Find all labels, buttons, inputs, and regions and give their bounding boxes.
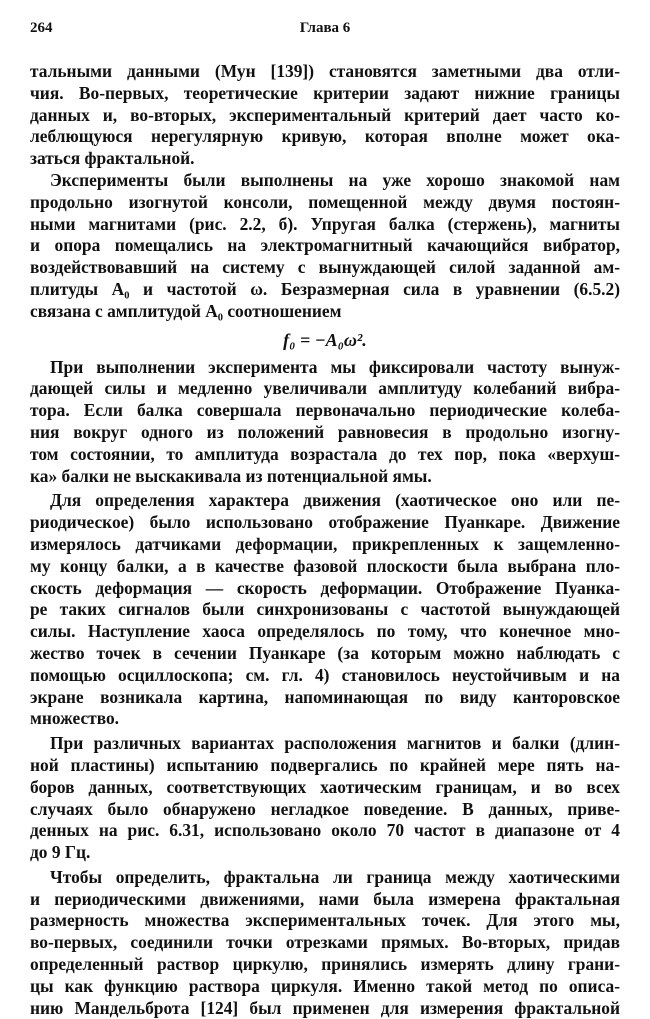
text-line: Эксперименты были выполнены на уже хорошо знакомой нам: [50, 169, 620, 190]
page-header: [30, 20, 620, 44]
text-line: тора. Если балка совершала первоначально периодические колеба-: [30, 400, 620, 421]
text-line: цы как функцию раствора циркуля. Именно такой метод по описа-: [30, 975, 620, 996]
text-line: измерялось датчиками деформации, прикрепленных к защемленно-: [30, 533, 620, 554]
text-line: множество.: [30, 708, 120, 729]
body-text: [30, 61, 620, 1019]
paragraph: [30, 61, 620, 170]
text-line: денных на рис. 6.31, использовано около 70 частот в диапазоне от 4: [30, 820, 620, 841]
text-line: При выполнении эксперимента мы фиксировали частоту вынуж-: [50, 356, 620, 377]
text-line: размерность множества экспериментальных точек. Для этого мы,: [30, 910, 620, 931]
text-line: до 9 Гц.: [30, 842, 91, 863]
paragraph: [30, 733, 620, 864]
text-line: ными магнитами (рис. 2.2, б). Упругая балка (стержень), магниты: [30, 213, 620, 234]
text-line: связана с амплитудой A₀ соотношением: [30, 300, 342, 321]
text-line: При различных вариантах расположения магнитов и балки (длин-: [50, 733, 620, 754]
paragraph: [30, 357, 620, 488]
text-line: скость деформация — скорость деформации. Отображение Пуанка-: [30, 577, 620, 598]
equation: f₀ = −A₀ω².: [283, 329, 367, 350]
paragraph: [30, 170, 620, 357]
text-line: случаях было обнаружено негладкое поведение. В данных, приве-: [30, 798, 620, 819]
text-line: данных и, во-вторых, экспериментальный критерий дает часто ко-: [30, 104, 620, 125]
text-line: ре таких сигналов были синхронизованы с частотой вынуждающей: [30, 599, 620, 620]
paragraph: [30, 490, 620, 730]
page-number: 264: [30, 20, 53, 36]
text-line: нию Мандельброта [124] был применен для измерения фрактальной: [30, 997, 620, 1018]
text-line: ка» балки не выскакивала из потенциальной ямы.: [30, 465, 432, 486]
text-line: риодическое) было использовано отображение Пуанкаре. Движение: [30, 512, 620, 533]
text-line: леблющуюся нерегулярную кривую, которая вполне может ока-: [30, 126, 620, 147]
text-line: чия. Во-первых, теоретические критерии задают нижние границы: [30, 82, 620, 103]
text-line: боров данных, соответствующих хаотическим границам, и во всех: [30, 776, 620, 797]
text-line: силы. Наступление хаоса определялось по тому, что конечное мно-: [30, 621, 620, 642]
text-line: дающей силы и медленно увеличивали амплитуду колебаний вибра-: [30, 378, 620, 399]
text-line: Чтобы определить, фрактальна ли граница между хаотическими: [50, 866, 620, 887]
text-line: воздействовавший на систему с вынуждающей силой заданной ам-: [30, 257, 620, 278]
text-line: продольно изогнутой консоли, помещенной между двумя постоян-: [30, 191, 620, 212]
text-line: тальными данными (Мун [139]) становятся заметными два отли-: [30, 61, 620, 81]
text-line: заться фрактальной.: [30, 148, 195, 169]
text-line: экране возникала картина, напоминающая по виду канторовское: [30, 686, 620, 707]
text-line: плитуды A₀ и частотой ω. Безразмерная сила в уравнении (6.5.2): [30, 278, 620, 299]
text-line: том состоянии, то амплитуда возрастала до тех пор, пока «верхуш-: [30, 443, 620, 464]
text-line: ной пластины) испытанию подвергались по крайней мере пять на-: [30, 754, 620, 775]
text-line: жество точек в сечении Пуанкаре (за которым можно наблюдать с: [30, 642, 620, 663]
running-head: Глава 6: [299, 20, 351, 36]
text-line: ния вокруг одного из положений равновесия в продольно изогну-: [30, 421, 620, 442]
text-line: му концу балки, а в качестве фазовой плоскости была выбрана пло-: [30, 555, 620, 576]
text-line: и периодическими движениями, нами была измерена фрактальная: [30, 888, 620, 909]
text-line: помощью осциллоскопа; см. гл. 4) становилось неустойчивым и на: [30, 664, 620, 685]
text-line: и опора помещались на электромагнитный качающийся вибратор,: [30, 235, 620, 256]
paragraph: [30, 867, 620, 1019]
text-line: Для определения характера движения (хаотическое оно или пе-: [50, 490, 620, 511]
text-line: определенный раствор циркулю, принялись измерять длину грани-: [30, 954, 620, 975]
text-line: во-первых, соединили точки отрезками прямых. Во-вторых, придав: [30, 932, 620, 953]
